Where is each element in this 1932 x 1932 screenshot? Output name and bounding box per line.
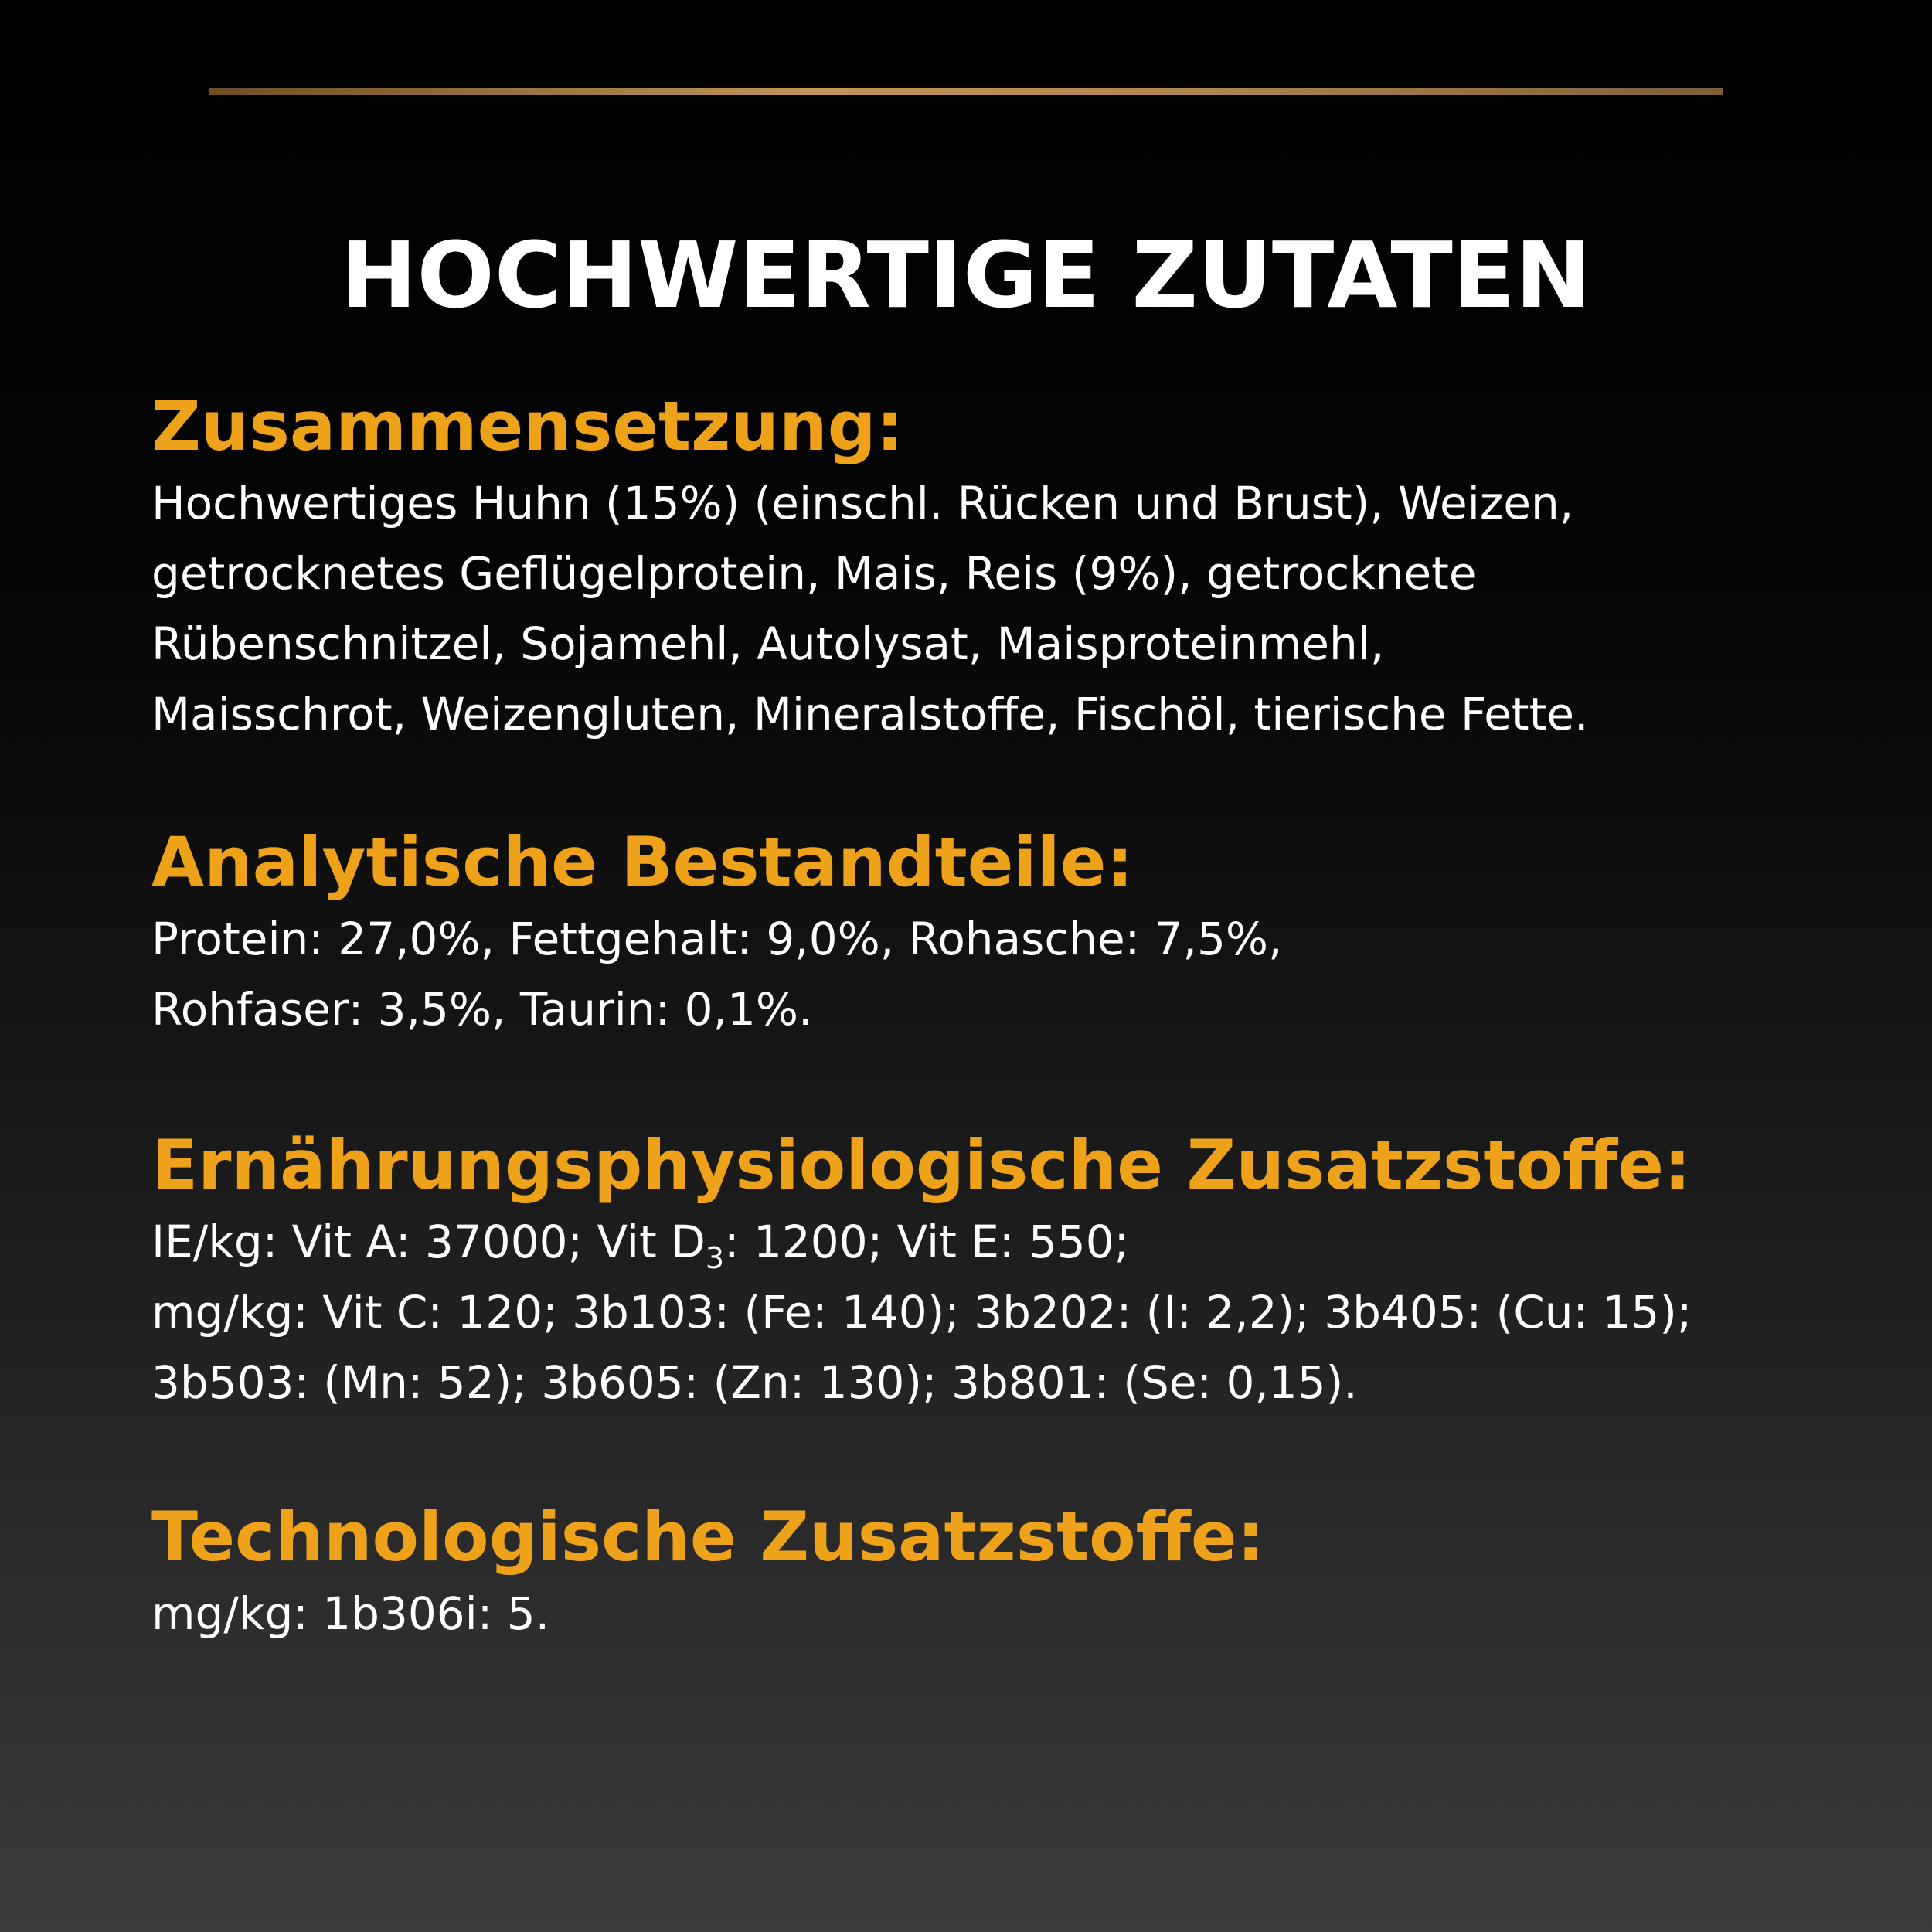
composition-line: Rübenschnitzel, Sojamehl, Autolysat, Maisproteinmehl,	[151, 617, 1385, 670]
vitamin-line-start: IE/kg: Vit A: 37000; Vit D	[151, 1216, 706, 1268]
nutritional-additives-heading: Ernährungsphysiologische Zusatzstoffe:	[151, 1125, 1692, 1205]
analytical-heading: Analytische Bestandteile:	[151, 822, 1134, 902]
composition-line: Maisschrot, Weizengluten, Mineralstoffe, Fischöl, tierische Fette.	[151, 688, 1589, 740]
ingredients-content	[151, 385, 1883, 1649]
analytical-text	[151, 904, 1883, 1045]
technological-additives-heading: Technologische Zusatzstoffe:	[151, 1497, 1264, 1577]
nutritional-additives-text	[151, 1207, 1883, 1418]
technological-additives-line: mg/kg: 1b306i: 5.	[151, 1587, 550, 1640]
analytical-section	[151, 821, 1883, 1045]
top-divider-rule	[209, 88, 1723, 95]
nutritional-additives-line	[151, 1207, 1883, 1277]
composition-text	[151, 468, 1883, 750]
composition-section	[151, 385, 1883, 750]
nutritional-additives-section	[151, 1124, 1883, 1418]
composition-heading: Zusammensetzung:	[151, 386, 903, 466]
composition-line: Hochwertiges Huhn (15%) (einschl. Rücken und Brust), Weizen,	[151, 477, 1574, 529]
technological-additives-section	[151, 1495, 1883, 1649]
analytical-line: Protein: 27,0%, Fettgehalt: 9,0%, Rohasche: 7,5%,	[151, 913, 1283, 965]
nutritional-additives-line: mg/kg: Vit C: 120; 3b103: (Fe: 140); 3b202: (I: 2,2); 3b405: (Cu: 15);	[151, 1286, 1692, 1338]
composition-line: getrocknetes Geflügelprotein, Mais, Reis (9%), getrocknete	[151, 547, 1477, 600]
analytical-line: Rohfaser: 3,5%, Taurin: 0,1%.	[151, 983, 813, 1036]
page-title: HOCHWERTIGE ZUTATEN	[340, 222, 1592, 329]
vitamin-line-end: : 1200; Vit E: 550;	[724, 1216, 1130, 1268]
vitamin-d-subscript: 3	[705, 1241, 725, 1275]
technological-additives-text	[151, 1579, 1883, 1649]
nutritional-additives-line: 3b503: (Mn: 52); 3b605: (Zn: 130); 3b801: (Se: 0,15).	[151, 1356, 1358, 1409]
